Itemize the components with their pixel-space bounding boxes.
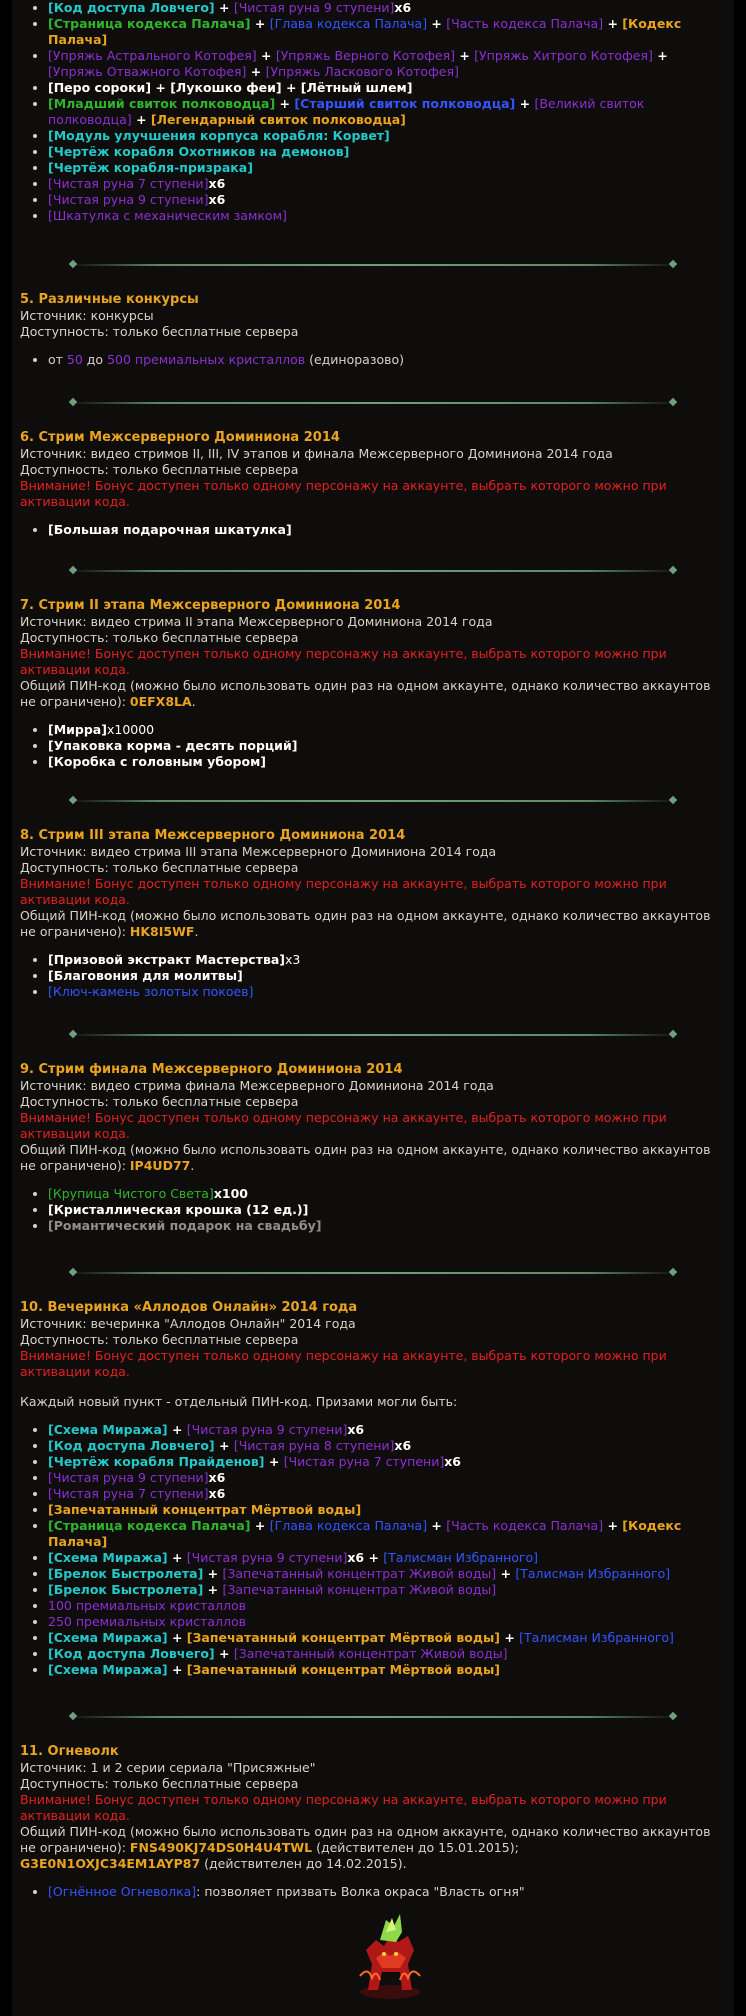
prize-list [20,722,726,770]
item-link[interactable]: [Часть кодекса Палача] [446,16,604,31]
source-line: Источник: вечеринка "Аллодов Онлайн" 2014 года [20,1316,356,1331]
section-title: 11. Огневолк [20,1744,119,1759]
multiplier: х100 [213,1186,248,1201]
plus: + [652,48,668,63]
pin-line-2 [20,1856,726,1872]
item-link[interactable]: [Упряжь Отважного Котофея] [48,64,247,79]
list-item [48,96,726,128]
item-link[interactable]: [Страница кодекса Палача] [48,1518,251,1533]
list-item [48,128,726,144]
plus: + [603,1518,623,1533]
plus: + [250,16,270,31]
prize-list [20,1422,726,1678]
prize-list [20,352,726,368]
item-link[interactable]: [Ключ-камень золотых покоев] [48,984,254,999]
section-divider [68,402,678,404]
plus: + [499,1630,520,1645]
item-link[interactable]: [Шкатулка с механическим замком] [48,208,287,223]
item-link[interactable]: [Талисман Избранного] [383,1550,539,1565]
section-divider [68,800,678,802]
list-item [48,144,726,160]
section-divider [68,1272,678,1274]
list-item [48,1566,726,1582]
access-line: Доступность: только бесплатные сервера [20,860,299,875]
plus: + [275,96,295,111]
section-divider [68,570,678,572]
article-content [12,0,734,2002]
section-9 [20,1062,726,1234]
list-item [48,1614,726,1630]
item-link[interactable]: [Перо сороки] [48,80,152,95]
section-divider [68,1034,678,1036]
section-title: 6. Стрим Межсерверного Доминиона 2014 [20,430,340,445]
text: от [48,352,67,367]
plus: + [167,1550,187,1565]
pin-code: IP4UD77 [129,1158,191,1173]
multiplier: х6 [394,1438,412,1453]
item-link[interactable]: [Легендарный свиток полководца] [150,112,406,127]
item-link[interactable]: [Талисман Избранного] [519,1630,674,1645]
section-7 [20,598,726,770]
plus: + [167,1662,187,1677]
list-item [48,1422,726,1438]
multiplier: х6 [208,1486,226,1501]
plus: + [264,1454,284,1469]
list-item [48,1646,726,1662]
pin-label: Общий ПИН-код (можно было использовать один раз на одном аккаунте, однако количество аккаунтов не ограничено): [20,1824,711,1855]
fire-wolf-icon [350,1906,430,2002]
pin-line: Общий ПИН-код (можно было использовать один раз на одном аккаунте, однако количество аккаунтов не ограничено): IP4UD77. [20,1142,711,1173]
list-item [48,1662,726,1678]
list-item [48,1598,726,1614]
item-link[interactable]: [Брелок Быстролета] [48,1582,204,1597]
pin-label: Общий ПИН-код (можно было использовать один раз на одном аккаунте, однако количество аккаунтов не ограничено): [20,678,711,709]
access-line: Доступность: только бесплатные сервера [20,324,299,339]
warning-text: Внимание! Бонус доступен только одному персонажу на аккаунте, выбрать которого можно при активации кода. [20,1792,667,1823]
list-item [48,1202,726,1218]
item-link[interactable]: [Запечатанный концентрат Мёртвой воды] [48,1502,362,1517]
pin-validity: (действителен до 14.02.2015). [200,1856,407,1871]
plus: + [246,64,266,79]
pin-code: G3E0N1OXJC34EM1AYP87 [20,1856,201,1871]
item-link[interactable]: [Чертёж корабля Охотников на демонов] [48,144,350,159]
warning-text: Внимание! Бонус доступен только одному персонажу на аккаунте, выбрать которого можно при активации кода. [20,876,667,907]
item-link[interactable]: [Талисман Избранного] [515,1566,671,1581]
list-item [48,1502,726,1518]
plus: + [167,1630,187,1645]
item-link[interactable]: [Упаковка корма - десять порций] [48,738,298,753]
section-divider [68,264,678,266]
multiplier: х6 [347,1422,365,1437]
crystals-text: 250 премиальных кристаллов [48,1614,247,1629]
list-item [48,722,726,738]
crystals-text: премиальных кристаллов [130,352,306,367]
prize-list-top [20,0,726,224]
item-link[interactable]: [Чистая руна 7 ступени] [283,1454,445,1469]
section-10 [20,1300,726,1678]
list-item [48,1454,726,1470]
item-link[interactable]: [Чистая руна 9 ступени] [48,192,209,207]
source-line: Источник: конкурсы [20,308,154,323]
item-link[interactable]: [Запечатанный концентрат Живой воды] [222,1582,497,1597]
plus: + [364,1550,384,1565]
item-link[interactable]: [Запечатанный концентрат Живой воды] [222,1566,497,1581]
pin-line [20,1824,726,1856]
section-title: 7. Стрим II этапа Межсерверного Доминиона 2014 [20,598,401,613]
item-link[interactable]: [Чертёж корабля-призрака] [48,160,253,175]
warning-text: Внимание! Бонус доступен только одному персонажу на аккаунте, выбрать которого можно при активации кода. [20,478,667,509]
plus: + [603,16,623,31]
item-link[interactable]: [Чистая руна 8 ступени] [233,1438,395,1453]
plus: + [281,80,301,95]
list-item [48,1518,726,1550]
list-item [48,192,726,208]
list-item [48,1550,726,1566]
item-link[interactable]: [Коробка с головным убором] [48,754,267,769]
pin-label: Общий ПИН-код (можно было использовать один раз на одном аккаунте, однако количество аккаунтов не ограничено): [20,1142,711,1173]
item-link[interactable]: [Чистая руна 9 ступени] [186,1550,348,1565]
item-link[interactable]: [Лётный шлем] [300,80,413,95]
item-link[interactable]: [Брелок Быстролета] [48,1566,204,1581]
item-link[interactable]: [Чертёж корабля Прайденов] [48,1454,265,1469]
item-link[interactable]: [Модуль улучшения корпуса корабля: Корвет] [48,128,390,143]
crystals-text: 100 премиальных кристаллов [48,1598,247,1613]
item-link[interactable]: [Упряжь Верного Котофея] [275,48,455,63]
source-line: Источник: видео стримов II, III, IV этапов и финала Межсерверного Доминиона 2014 года [20,446,613,461]
item-link[interactable]: [Код доступа Ловчего] [48,1438,215,1453]
list-item [48,1218,726,1234]
plus: + [256,48,276,63]
pin-validity: (действителен до 15.01.2015); [312,1840,519,1855]
text: до [82,352,108,367]
prize-list [20,1884,726,1900]
section-5 [20,292,726,368]
pin-line: Общий ПИН-код (можно было использовать один раз на одном аккаунте, однако количество аккаунтов не ограничено): HK8I5WF. [20,908,711,939]
section-title: 9. Стрим финала Межсерверного Доминиона 2014 [20,1062,403,1077]
pin-label: Общий ПИН-код (можно было использовать один раз на одном аккаунте, однако количество аккаунтов не ограничено): [20,908,711,939]
list-item [48,0,726,16]
warning-text: Внимание! Бонус доступен только одному персонажу на аккаунте, выбрать которого можно при активации кода. [20,1110,667,1141]
item-link[interactable]: [Старший свиток полководца] [294,96,516,111]
pin-code: FNS490KJ74DS0H4U4TWL [129,1840,313,1855]
item-link[interactable]: [Кристаллическая крошка (12 ед.)] [48,1202,309,1217]
list-item [48,1438,726,1454]
multiplier: х6 [394,0,412,15]
section-8 [20,828,726,1000]
item-link[interactable]: [Упряжь Хитрого Котофея] [474,48,653,63]
list-item [48,1470,726,1486]
list-item [48,522,726,538]
source-line: Источник: видео стрима финала Межсерверного Доминиона 2014 года [20,1078,494,1093]
item-link[interactable]: [Чистая руна 7 ступени] [48,1486,209,1501]
list-item [48,968,726,984]
plus: + [214,0,234,15]
item-link[interactable]: [Призовой экстракт Мастерства] [48,952,286,967]
access-line: Доступность: только бесплатные сервера [20,630,299,645]
item-link[interactable]: [Благовония для молитвы] [48,968,243,983]
item-link[interactable]: [Запечатанный концентрат Живой воды] [233,1646,508,1661]
pin-line: Общий ПИН-код (можно было использовать один раз на одном аккаунте, однако количество аккаунтов не ограничено): 0EFX8LA. [20,678,711,709]
plus: + [250,1518,270,1533]
list-item [48,754,726,770]
list-item [48,208,726,224]
item-link[interactable]: [Великий свиток полководца] [48,96,645,127]
item-link[interactable]: [Чистая руна 7 ступени] [48,176,209,191]
item-link[interactable]: [Кодекс Палача] [48,1518,682,1549]
number: 500 [107,352,131,367]
plus: + [427,16,447,31]
section-title: 10. Вечеринка «Аллодов Онлайн» 2014 года [20,1300,358,1315]
prize-list [20,1186,726,1234]
source-line: Источник: видео стрима II этапа Межсерверного Доминиона 2014 года [20,614,493,629]
source-line: Источник: 1 и 2 серии сериала "Присяжные" [20,1760,316,1775]
list-item [48,48,726,80]
plus: + [203,1566,223,1581]
item-link[interactable]: [Часть кодекса Палача] [446,1518,604,1533]
item-link[interactable]: [Упряжь Астрального Котофея] [48,48,257,63]
item-link[interactable]: [Романтический подарок на свадьбу] [48,1218,322,1233]
access-line: Доступность: только бесплатные сервера [20,1094,299,1109]
plus: + [214,1646,234,1661]
item-link[interactable]: [Код доступа Ловчего] [48,0,215,15]
item-link[interactable]: [Схема Миража] [48,1630,168,1645]
multiplier: х3 [285,952,301,967]
list-item [48,952,726,968]
list-item [48,738,726,754]
item-link[interactable]: [Запечатанный концентрат Мёртвой воды] [186,1630,500,1645]
access-line: Доступность: только бесплатные сервера [20,1776,299,1791]
list-item [48,16,726,48]
list-item [48,1884,726,1900]
plus: + [515,96,535,111]
item-link[interactable]: [Чистая руна 9 ступени] [186,1422,348,1437]
plus: + [203,1582,223,1597]
plus: + [167,1422,187,1437]
section-6 [20,430,726,538]
access-line: Доступность: только бесплатные сервера [20,462,299,477]
item-link[interactable]: [Чистая руна 9 ступени] [48,1470,209,1485]
item-link[interactable]: [Лукошко феи] [170,80,282,95]
list-item [48,160,726,176]
prize-list [20,952,726,1000]
item-link[interactable]: [Большая подарочная шкатулка] [48,522,292,537]
plus: + [131,112,151,127]
multiplier: х10000 [106,722,155,737]
item-link[interactable]: [Схема Миража] [48,1662,168,1677]
item-link[interactable]: [Крупица Чистого Света] [48,1186,214,1201]
pin-code: HK8I5WF [129,924,195,939]
item-link[interactable]: [Глава кодекса Палача] [269,16,428,31]
text: (единоразово) [305,352,405,367]
item-link[interactable]: [Глава кодекса Палача] [269,1518,428,1533]
section-11 [20,1744,726,2002]
list-item [48,80,726,96]
access-line: Доступность: только бесплатные сервера [20,1332,299,1347]
warning-text: Внимание! Бонус доступен только одному персонажу на аккаунте, выбрать которого можно при активации кода. [20,646,667,677]
list-item [48,1186,726,1202]
multiplier: х6 [347,1550,365,1565]
number: 50 [66,352,83,367]
list-item [48,1582,726,1598]
item-link[interactable]: [Младший свиток полководца] [48,96,276,111]
plus: + [151,80,171,95]
intro-text: Каждый новый пункт - отдельный ПИН-код. Призами могли быть: [20,1394,458,1409]
item-link[interactable]: [Кодекс Палача] [48,16,682,47]
item-link[interactable]: [Схема Миража] [48,1422,168,1437]
section-title: 8. Стрим III этапа Межсерверного Доминиона 2014 [20,828,406,843]
article-page [12,0,734,2016]
plus: + [496,1566,516,1581]
item-link[interactable]: [Запечатанный концентрат Мёртвой воды] [186,1662,500,1677]
list-item [48,984,726,1000]
plus: + [454,48,475,63]
plus: + [214,1438,234,1453]
item-link[interactable]: [Код доступа Ловчего] [48,1646,215,1661]
source-line: Источник: видео стрима III этапа Межсерверного Доминиона 2014 года [20,844,497,859]
list-item [48,1486,726,1502]
multiplier: х6 [208,1470,226,1485]
section-title: 5. Различные конкурсы [20,292,199,307]
plus: + [427,1518,447,1533]
item-link[interactable]: [Мирра] [48,722,107,737]
list-item [48,352,726,368]
prize-list [20,522,726,538]
fire-wolf-image [350,1906,430,2002]
item-link[interactable]: [Огнённое Огневолка] [48,1884,197,1899]
multiplier: х6 [444,1454,461,1469]
item-link[interactable]: [Страница кодекса Палача] [48,16,251,31]
warning-text: Внимание! Бонус доступен только одному персонажу на аккаунте, выбрать которого можно при активации кода. [20,1348,667,1379]
list-item [48,176,726,192]
multiplier: х6 [208,192,226,207]
item-link[interactable]: [Схема Миража] [48,1550,168,1565]
list-item [48,1630,726,1646]
item-link[interactable]: [Чистая руна 9 ступени] [233,0,395,15]
section-divider [68,1716,678,1718]
multiplier: х6 [208,176,226,191]
item-link[interactable]: [Упряжь Ласкового Котофея] [265,64,459,79]
pin-code: 0EFX8LA [129,694,192,709]
item-description: : позволяет призвать Волка окраса "Власть огня" [196,1884,525,1899]
